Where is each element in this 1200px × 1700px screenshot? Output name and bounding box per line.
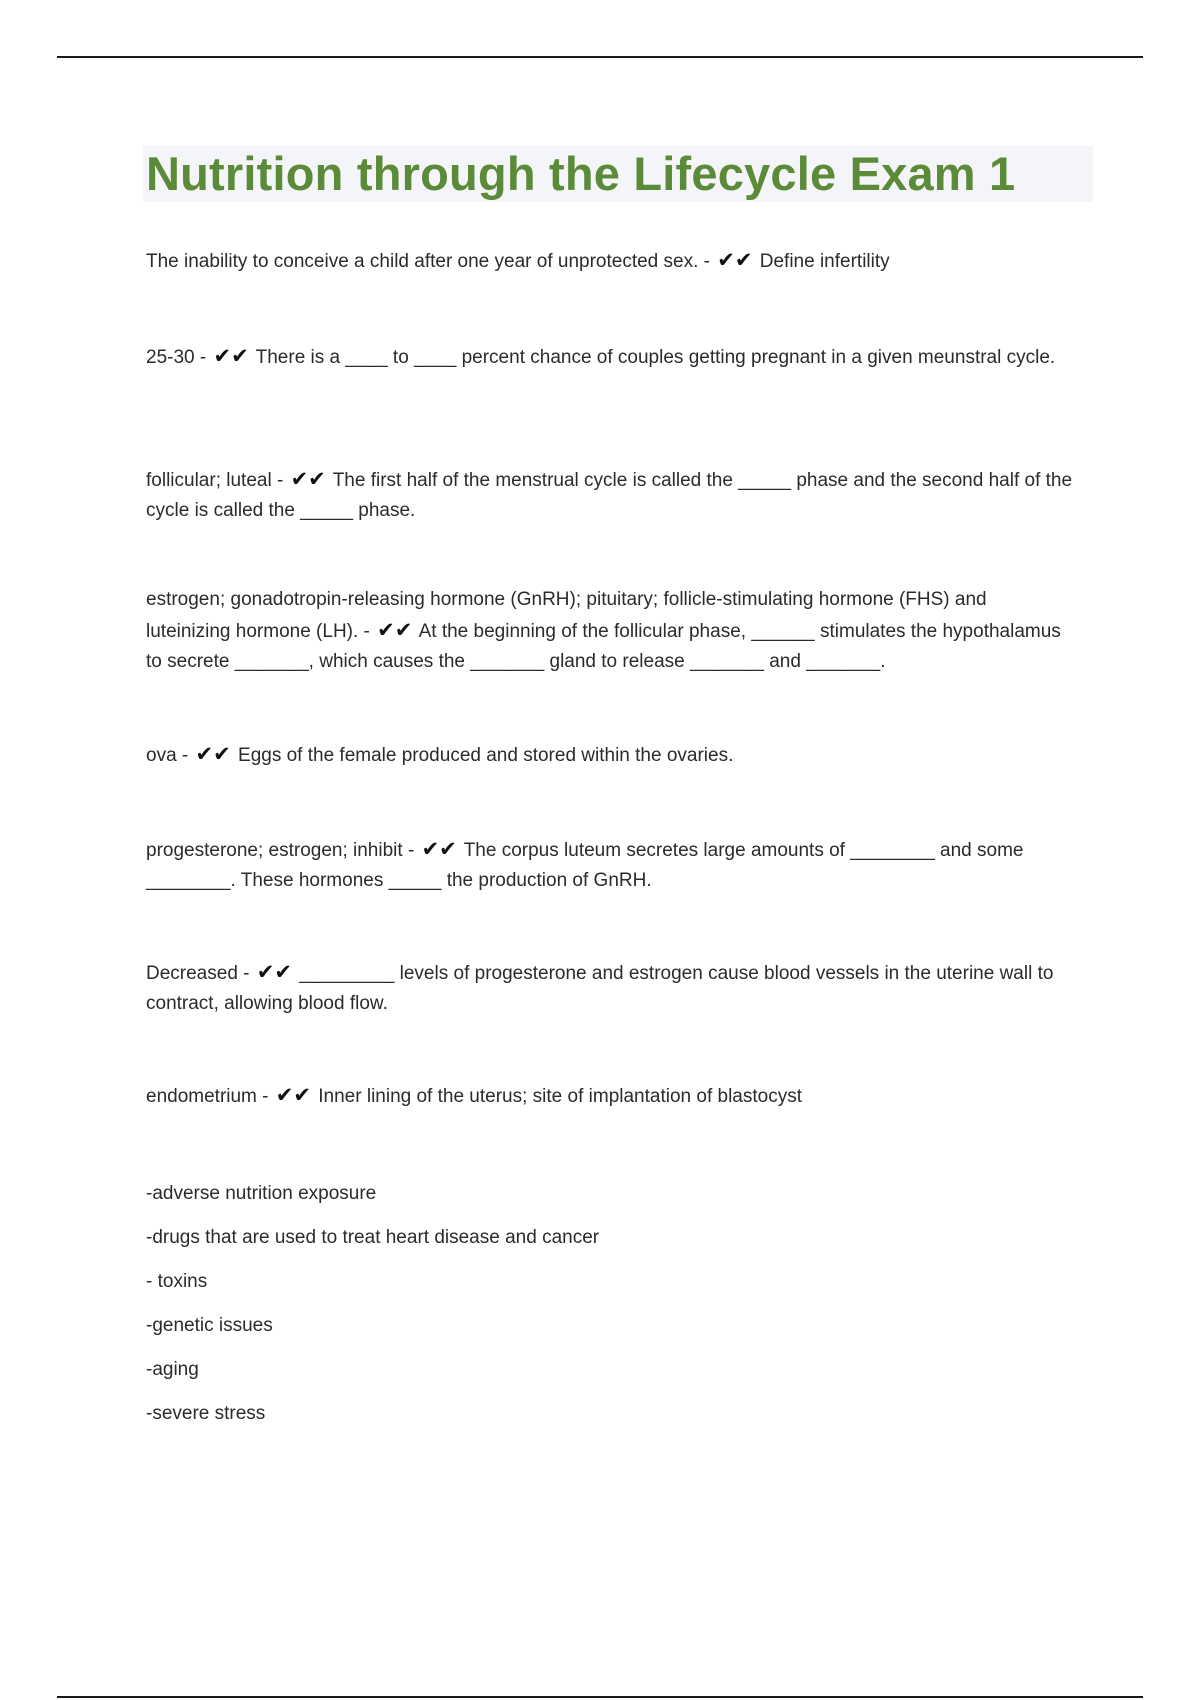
answer-text: estrogen; gonadotropin-releasing hormone (GnRH); pituitary; follicle-stimulating hormone (FHS) and luteinizing hormone (LH). - xyxy=(146,589,987,642)
double-check-icon: ✔✔ xyxy=(275,1083,311,1107)
double-check-icon: ✔✔ xyxy=(717,248,753,272)
answer-text: The inability to conceive a child after one year of unprotected sex. - xyxy=(146,251,710,272)
qa-item xyxy=(146,464,1076,526)
list-item: -adverse nutrition exposure xyxy=(146,1183,377,1204)
question-text: Inner lining of the uterus; site of implantation of blastocyst xyxy=(318,1086,802,1107)
list-item: -severe stress xyxy=(146,1403,266,1424)
answer-text: 25-30 - xyxy=(146,347,207,368)
double-check-icon: ✔✔ xyxy=(213,344,249,368)
qa-item xyxy=(146,957,1076,1019)
answer-text: follicular; luteal - xyxy=(146,470,284,491)
double-check-icon: ✔✔ xyxy=(256,960,292,984)
list-item: -genetic issues xyxy=(146,1315,273,1336)
bottom-rule xyxy=(57,1696,1143,1698)
question-text: Define infertility xyxy=(759,251,890,272)
qa-item xyxy=(146,834,1076,896)
question-text: The corpus luteum secretes large amounts of ________ and some ________. These hormones _____ the production of GnRH. xyxy=(146,840,1024,891)
answer-text: endometrium - xyxy=(146,1086,269,1107)
question-text: At the beginning of the follicular phase, ______ stimulates the hypothalamus to secrete _______, which causes the _______ gland to release _______ and _______. xyxy=(146,621,1061,672)
infertility-causes-list xyxy=(146,1172,599,1436)
top-rule xyxy=(57,56,1143,58)
list-item: - toxins xyxy=(146,1271,208,1292)
question-text: There is a ____ to ____ percent chance of couples getting pregnant in a given meunstral cycle. xyxy=(255,347,1056,368)
question-text: _________ levels of progesterone and estrogen cause blood vessels in the uterine wall to contract, allowing blood flow. xyxy=(146,963,1054,1014)
double-check-icon: ✔✔ xyxy=(377,618,413,642)
qa-item xyxy=(146,341,1076,373)
answer-text: Decreased - xyxy=(146,963,250,984)
double-check-icon: ✔✔ xyxy=(421,837,457,861)
answer-text: ova - xyxy=(146,745,189,766)
qa-item xyxy=(146,245,1076,277)
qa-item xyxy=(146,585,1076,677)
qa-item xyxy=(146,739,1076,771)
answer-text: progesterone; estrogen; inhibit - xyxy=(146,840,415,861)
list-item: -aging xyxy=(146,1359,199,1380)
list-item: -drugs that are used to treat heart disease and cancer xyxy=(146,1227,600,1248)
double-check-icon: ✔✔ xyxy=(290,467,326,491)
question-text: Eggs of the female produced and stored within the ovaries. xyxy=(238,745,734,766)
question-text: The first half of the menstrual cycle is called the _____ phase and the second half of the cycle is called the _____ phase. xyxy=(146,470,1073,521)
qa-item xyxy=(146,1080,1076,1112)
document-title: Nutrition through the Lifecycle Exam 1 xyxy=(146,147,1016,200)
double-check-icon: ✔✔ xyxy=(195,742,231,766)
